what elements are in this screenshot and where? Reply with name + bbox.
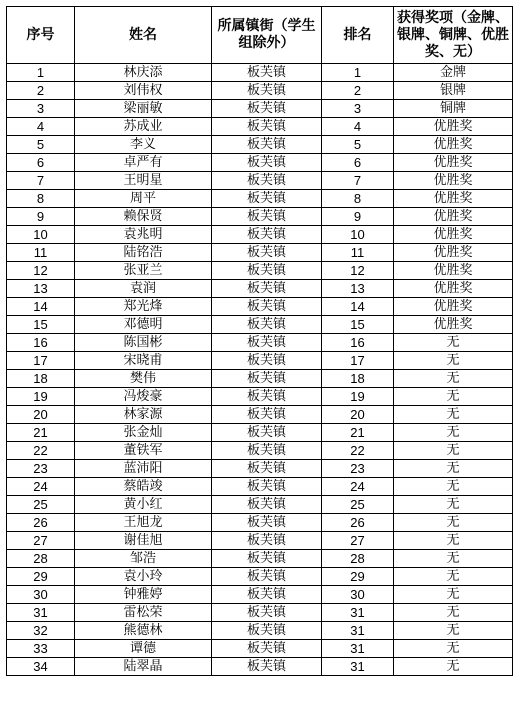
cell-rank: 29 [322,568,394,586]
cell-rank: 2 [322,82,394,100]
cell-town: 板芙镇 [212,604,322,622]
table-row [7,190,513,208]
cell-index: 4 [7,118,75,136]
cell-town: 板芙镇 [212,496,322,514]
cell-index: 32 [7,622,75,640]
cell-index: 6 [7,154,75,172]
cell-name: 邹浩 [75,550,212,568]
cell-index: 29 [7,568,75,586]
cell-index: 23 [7,460,75,478]
cell-index: 9 [7,208,75,226]
table-row [7,244,513,262]
cell-town: 板芙镇 [212,244,322,262]
cell-name: 张金灿 [75,424,212,442]
cell-index: 22 [7,442,75,460]
cell-town: 板芙镇 [212,442,322,460]
cell-name: 张亚兰 [75,262,212,280]
cell-index: 30 [7,586,75,604]
cell-index: 7 [7,172,75,190]
cell-index: 2 [7,82,75,100]
cell-award: 无 [394,352,513,370]
cell-index: 1 [7,64,75,82]
cell-award: 优胜奖 [394,190,513,208]
cell-rank: 25 [322,496,394,514]
cell-award: 无 [394,532,513,550]
cell-town: 板芙镇 [212,568,322,586]
cell-town: 板芙镇 [212,406,322,424]
table-row [7,604,513,622]
header-town: 所属镇街（学生组除外） [212,7,322,64]
header-index: 序号 [7,7,75,64]
cell-name: 周平 [75,190,212,208]
cell-rank: 14 [322,298,394,316]
cell-index: 28 [7,550,75,568]
cell-award: 优胜奖 [394,280,513,298]
cell-index: 14 [7,298,75,316]
table-row [7,442,513,460]
cell-rank: 30 [322,586,394,604]
cell-rank: 31 [322,604,394,622]
cell-award: 无 [394,568,513,586]
cell-rank: 1 [322,64,394,82]
table-row [7,208,513,226]
header-name: 姓名 [75,7,212,64]
table-row [7,568,513,586]
cell-award: 优胜奖 [394,154,513,172]
cell-name: 邓德明 [75,316,212,334]
table-row [7,514,513,532]
table-row [7,298,513,316]
cell-town: 板芙镇 [212,370,322,388]
cell-name: 陆翠晶 [75,658,212,676]
cell-rank: 10 [322,226,394,244]
table-row [7,532,513,550]
cell-town: 板芙镇 [212,424,322,442]
cell-index: 21 [7,424,75,442]
table-row [7,118,513,136]
cell-town: 板芙镇 [212,622,322,640]
cell-name: 林家源 [75,406,212,424]
cell-award: 无 [394,496,513,514]
cell-index: 17 [7,352,75,370]
header-row [7,7,513,64]
cell-rank: 3 [322,100,394,118]
cell-town: 板芙镇 [212,586,322,604]
cell-town: 板芙镇 [212,208,322,226]
cell-award: 无 [394,586,513,604]
cell-town: 板芙镇 [212,478,322,496]
table-row [7,316,513,334]
cell-rank: 6 [322,154,394,172]
table-row [7,370,513,388]
cell-town: 板芙镇 [212,460,322,478]
cell-town: 板芙镇 [212,226,322,244]
cell-town: 板芙镇 [212,136,322,154]
cell-town: 板芙镇 [212,532,322,550]
cell-name: 谢佳旭 [75,532,212,550]
cell-award: 优胜奖 [394,316,513,334]
cell-award: 优胜奖 [394,226,513,244]
cell-award: 优胜奖 [394,136,513,154]
cell-rank: 17 [322,352,394,370]
cell-town: 板芙镇 [212,640,322,658]
table-row [7,586,513,604]
table-row [7,172,513,190]
cell-award: 无 [394,658,513,676]
cell-award: 优胜奖 [394,208,513,226]
cell-rank: 4 [322,118,394,136]
cell-name: 赖保贤 [75,208,212,226]
cell-name: 袁润 [75,280,212,298]
cell-town: 板芙镇 [212,298,322,316]
cell-town: 板芙镇 [212,280,322,298]
cell-town: 板芙镇 [212,118,322,136]
cell-rank: 9 [322,208,394,226]
cell-name: 董铁军 [75,442,212,460]
table-row [7,622,513,640]
cell-award: 无 [394,442,513,460]
cell-town: 板芙镇 [212,82,322,100]
cell-rank: 8 [322,190,394,208]
cell-award: 金牌 [394,64,513,82]
table-header [7,7,513,64]
cell-award: 优胜奖 [394,118,513,136]
cell-rank: 27 [322,532,394,550]
table-row [7,352,513,370]
cell-town: 板芙镇 [212,388,322,406]
cell-award: 优胜奖 [394,172,513,190]
cell-award: 无 [394,460,513,478]
cell-index: 8 [7,190,75,208]
cell-name: 谭德 [75,640,212,658]
cell-index: 16 [7,334,75,352]
cell-name: 刘伟权 [75,82,212,100]
cell-rank: 23 [322,460,394,478]
cell-name: 钟雅婷 [75,586,212,604]
cell-rank: 7 [322,172,394,190]
cell-town: 板芙镇 [212,334,322,352]
cell-name: 雷松荣 [75,604,212,622]
cell-name: 樊伟 [75,370,212,388]
results-table [6,6,513,676]
cell-index: 12 [7,262,75,280]
cell-rank: 20 [322,406,394,424]
cell-award: 无 [394,370,513,388]
table-row [7,424,513,442]
table-body [7,64,513,676]
cell-award: 优胜奖 [394,244,513,262]
cell-index: 11 [7,244,75,262]
cell-name: 蔡皓竣 [75,478,212,496]
header-award: 获得奖项（金牌、银牌、铜牌、优胜奖、无） [394,7,513,64]
table-row [7,100,513,118]
cell-rank: 22 [322,442,394,460]
cell-name: 李义 [75,136,212,154]
cell-award: 无 [394,424,513,442]
cell-town: 板芙镇 [212,190,322,208]
cell-name: 陈国彬 [75,334,212,352]
cell-award: 无 [394,514,513,532]
cell-town: 板芙镇 [212,550,322,568]
cell-name: 林庆添 [75,64,212,82]
table-row [7,406,513,424]
cell-award: 无 [394,478,513,496]
cell-town: 板芙镇 [212,658,322,676]
cell-index: 5 [7,136,75,154]
cell-name: 王旭龙 [75,514,212,532]
cell-rank: 31 [322,658,394,676]
cell-rank: 15 [322,316,394,334]
cell-index: 3 [7,100,75,118]
cell-index: 18 [7,370,75,388]
cell-award: 无 [394,406,513,424]
cell-award: 铜牌 [394,100,513,118]
table-row [7,226,513,244]
cell-index: 33 [7,640,75,658]
cell-town: 板芙镇 [212,64,322,82]
cell-town: 板芙镇 [212,352,322,370]
cell-rank: 12 [322,262,394,280]
cell-name: 王明星 [75,172,212,190]
table-row [7,496,513,514]
cell-town: 板芙镇 [212,262,322,280]
cell-award: 无 [394,640,513,658]
cell-award: 无 [394,550,513,568]
cell-index: 20 [7,406,75,424]
cell-town: 板芙镇 [212,514,322,532]
cell-index: 34 [7,658,75,676]
cell-award: 无 [394,334,513,352]
cell-index: 31 [7,604,75,622]
cell-index: 24 [7,478,75,496]
cell-rank: 5 [322,136,394,154]
cell-name: 袁兆明 [75,226,212,244]
cell-index: 25 [7,496,75,514]
table-row [7,64,513,82]
cell-town: 板芙镇 [212,316,322,334]
header-rank: 排名 [322,7,394,64]
table-row [7,82,513,100]
cell-name: 梁丽敏 [75,100,212,118]
cell-rank: 21 [322,424,394,442]
table-row [7,658,513,676]
cell-name: 熊德林 [75,622,212,640]
cell-index: 10 [7,226,75,244]
cell-rank: 28 [322,550,394,568]
cell-rank: 26 [322,514,394,532]
cell-rank: 13 [322,280,394,298]
cell-name: 袁小玲 [75,568,212,586]
cell-award: 无 [394,622,513,640]
table-row [7,550,513,568]
cell-name: 黄小红 [75,496,212,514]
cell-rank: 18 [322,370,394,388]
cell-name: 蓝沛阳 [75,460,212,478]
table-row [7,262,513,280]
table-row [7,280,513,298]
table-row [7,640,513,658]
cell-award: 银牌 [394,82,513,100]
table-row [7,136,513,154]
cell-index: 26 [7,514,75,532]
cell-index: 19 [7,388,75,406]
cell-rank: 31 [322,640,394,658]
cell-name: 陆铭浩 [75,244,212,262]
table-row [7,334,513,352]
cell-rank: 16 [322,334,394,352]
cell-name: 郑光烽 [75,298,212,316]
cell-award: 无 [394,604,513,622]
table-row [7,478,513,496]
cell-rank: 19 [322,388,394,406]
cell-index: 27 [7,532,75,550]
table-row [7,154,513,172]
cell-index: 15 [7,316,75,334]
cell-index: 13 [7,280,75,298]
cell-name: 卓严有 [75,154,212,172]
table-row [7,388,513,406]
cell-town: 板芙镇 [212,154,322,172]
cell-name: 宋晓甫 [75,352,212,370]
cell-town: 板芙镇 [212,172,322,190]
cell-rank: 11 [322,244,394,262]
cell-town: 板芙镇 [212,100,322,118]
cell-name: 冯焌豪 [75,388,212,406]
cell-name: 苏成业 [75,118,212,136]
cell-award: 优胜奖 [394,298,513,316]
cell-award: 优胜奖 [394,262,513,280]
cell-rank: 24 [322,478,394,496]
cell-award: 无 [394,388,513,406]
table-row [7,460,513,478]
cell-rank: 31 [322,622,394,640]
